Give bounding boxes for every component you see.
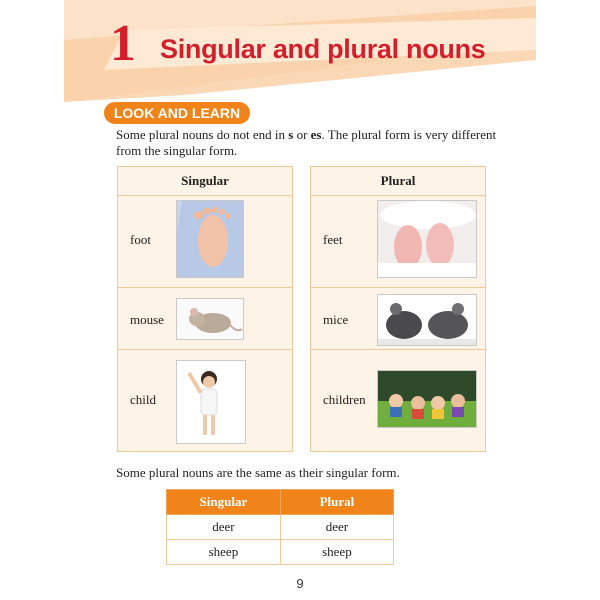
same-form-lead: Some plural nouns are the same as their singular form. — [116, 465, 400, 480]
plural-row-feet — [311, 195, 485, 288]
baby-feet-photo — [377, 200, 477, 278]
same-form-header-row — [167, 490, 394, 515]
page-number: 9 — [296, 576, 304, 591]
chapter-title: Singular and plural nouns — [160, 34, 486, 64]
same-form-table — [166, 489, 394, 565]
word-children: children — [323, 392, 366, 407]
look-and-learn-tab: LOOK AND LEARN — [104, 102, 250, 124]
singular-row-mouse — [118, 287, 292, 350]
plural-header: Plural — [311, 167, 485, 196]
intro-text: Some plural nouns do not end in s or es. The plural form is very different from the singular form. — [116, 127, 497, 158]
table-row — [167, 540, 394, 565]
singular-row-child — [118, 349, 292, 452]
baby-foot-photo — [176, 200, 244, 278]
plural-panel — [310, 166, 486, 452]
cell-sheep-plural: sheep — [280, 540, 393, 565]
two-mice-photo — [377, 294, 477, 346]
table-row — [167, 515, 394, 540]
cell-deer-plural: deer — [280, 515, 393, 540]
child-photo — [176, 360, 246, 444]
same-singular-header: Singular — [167, 490, 281, 515]
mouse-photo — [176, 298, 244, 340]
cell-sheep-singular: sheep — [167, 540, 281, 565]
cell-deer-singular: deer — [167, 515, 281, 540]
children-photo — [377, 370, 477, 428]
singular-header: Singular — [118, 167, 292, 196]
singular-row-foot — [118, 195, 292, 288]
plural-row-children — [311, 349, 485, 452]
word-foot: foot — [130, 232, 151, 247]
word-mouse: mouse — [130, 312, 164, 327]
word-feet: feet — [323, 232, 343, 247]
word-mice: mice — [323, 312, 349, 327]
plural-row-mice — [311, 287, 485, 350]
word-child: child — [130, 392, 156, 407]
same-plural-header: Plural — [280, 490, 393, 515]
singular-panel — [117, 166, 293, 452]
chapter-number: 1 — [110, 15, 136, 72]
